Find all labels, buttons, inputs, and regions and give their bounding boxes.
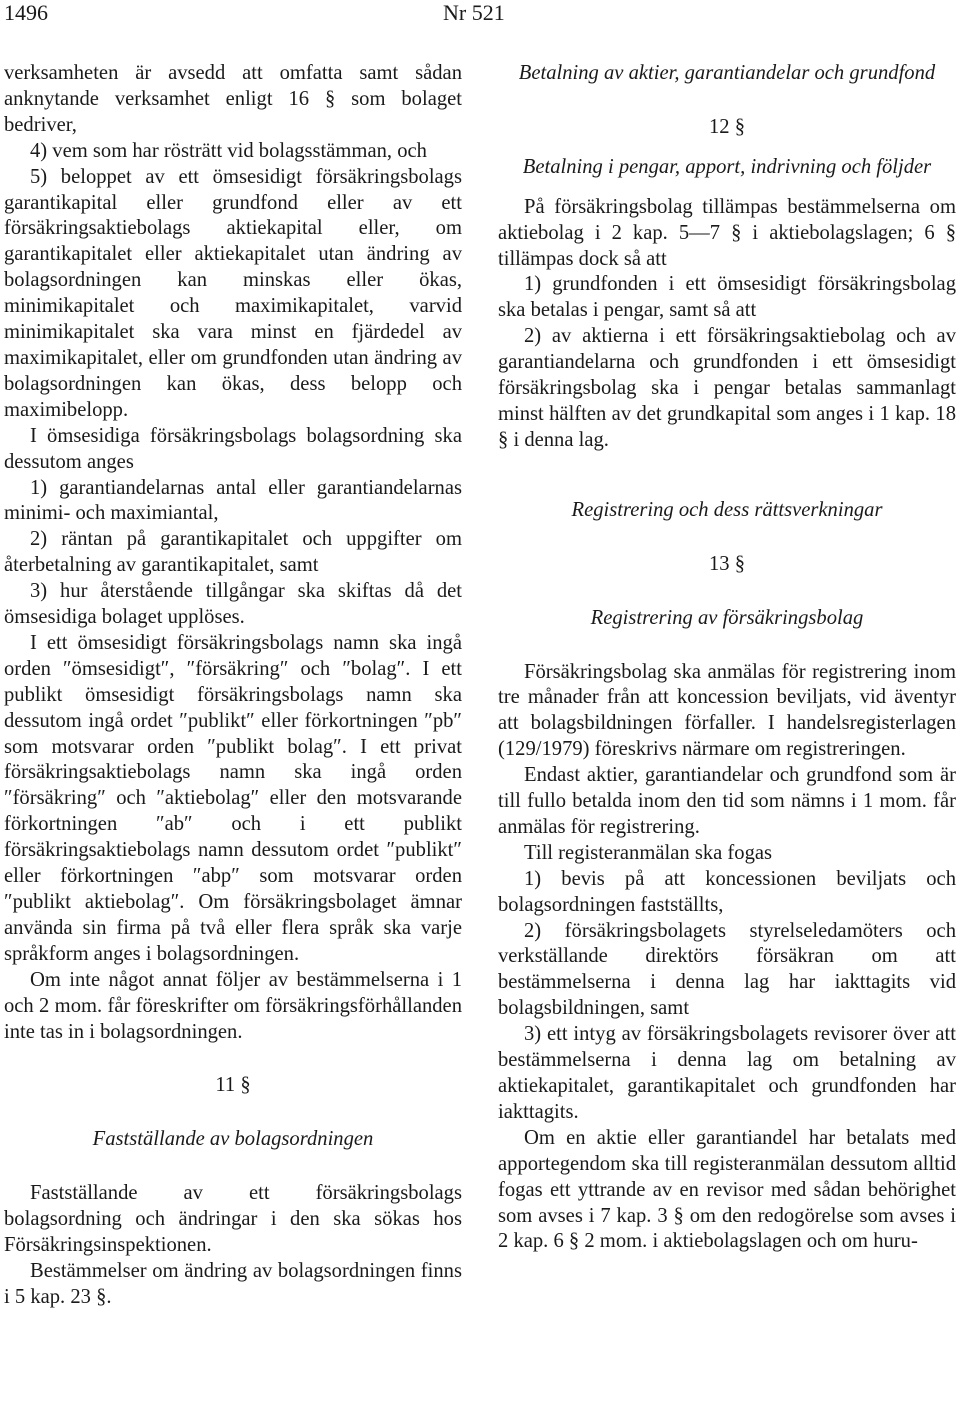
paragraph: Bestämmelser om ändring av bolagsordningen finns i 5 kap. 23 §. [4,1259,462,1308]
paragraph: Endast aktier, garantiandelar och grundfond som är till fullo betalda inom den tid som nämns i 1 mom. får anmälas för registrering. [498,764,956,838]
paragraph: Om inte något annat följer av bestämmelserna i 1 och 2 mom. får föreskrifter om försäkringsförhållanden inte tas in i bolagsordningen. [4,968,462,1043]
section-title: Fastställande av bolagsordningen [92,1128,374,1151]
list-item: 4) vem som har rösträtt vid bolagsstämman, och [30,139,427,162]
list-item: 2) försäkringsbolagets styrelseledamöters och verkställande direktörs försäkran om att bestämmelserna i denna lag har iakttagits vid bolagsbildningen, samt [498,919,956,1020]
section-number: 13 § [708,552,746,575]
paragraph: I ömsesidiga försäkringsbolags bolagsordning ska dessutom anges [4,424,462,473]
running-header [0,0,960,30]
section-title: Registrering av försäkringsbolag [590,606,864,629]
right-column [498,61,956,1255]
paragraph: Om en aktie eller garantiandel har betalats med apportegendom ska till registeranmälan dessutom alltid fogas ett yttrande av en revisor med sådan behörighet som avses i 7 kap. 3 § om den redogörelse som avses i 2 kap. 6 § 2 mom. i aktiebolagslagen och om huru- [498,1126,956,1253]
list-item: 1) bevis på att koncessionen beviljats och bolagsordningen fastställts, [498,867,956,916]
list-item: 1) grundfonden i ett ömsesidigt försäkringsbolag ska betalas i pengar, samt så att [498,273,956,322]
left-column [4,61,462,1311]
list-item: 2) av aktierna i ett försäkringsaktiebolag och av garantiandelarna och grundfonden i ett ömsesidigt försäkringsbolag ska i pengar betalas sammanlagt minst hälften av det grundkapital som anges i 1 kap. 18 § i denna lag. [498,325,956,451]
chapter-heading: Betalning av aktier, garantiandelar och grundfond [518,62,936,84]
paragraph: verksamheten är avsedd att omfatta samt sådan anknytande verksamhet enligt 16 § som bolaget bedriver, [4,62,462,136]
chapter-heading: Registrering och dess rättsverkningar [571,498,883,521]
section-number: 11 § [215,1074,251,1097]
issue-number: Nr 521 [443,0,505,25]
paragraph: Fastställande av ett försäkringsbolags bolagsordning och ändringar i den ska sökas hos Försäkringsinspektionen. [4,1182,462,1257]
list-item: 3) hur återstående tillgångar ska skiftas då det ömsesidiga bolaget upplöses. [4,580,462,629]
list-item: 2) räntan på garantikapitalet och uppgifter om återbetalning av garantikapitalet, samt [4,528,462,577]
paragraph: I ett ömsesidigt försäkringsbolags namn ska ingå orden ″ömsesidigt″, ″försäkring″ och ″bolag″. I ett publikt ömsesidigt försäkringsbolags namn ska dessutom ingå ordet ″publikt″ eller förkortningen ″pb″ som motsvarar orden ″publikt bolag″. I ett privat försäkringsaktiebolags namn ska ingå orden ″försäkring″ och ″aktiebolag″ eller den motsvarande förkortningen ″ab″ och i ett publikt försäkringsaktiebolags namn dessutom ordet ″publikt″ eller förkortningen ″abp″ som motsvarar orden ″publikt aktiebolag″. Om försäkringsbolaget ämnar använda sin firma på två eller flera språk ska varje språkform anges i bolagsordningen. [4,631,462,965]
section-title: Betalning i pengar, apport, indrivning och följder [522,155,932,178]
list-item: 5) beloppet av ett ömsesidigt försäkringsbolags garantikapital eller grundfond eller av ett försäkringsaktiebolags aktiekapital eller, om garantikapitalet eller aktiekapitalet utan ändring av bolagsordningen kan minskas eller ökas, minimikapitalet och maximikapitalet, varvid minimikapitalet ska vara minst en fjärdedel av maximikapitalet, eller om grundfonden utan ändring av bolagsordningen kan ökas, dess belopp och maximibelopp. [4,165,462,421]
section-number: 12 § [708,115,746,138]
list-item: 1) garantiandelarnas antal eller garantiandelarnas minimi- och maximiantal, [4,476,462,525]
paragraph: På försäkringsbolag tillämpas bestämmelserna om aktiebolag i 2 kap. 5—7 § i aktiebolagslagen; 6 § tillämpas dock så att [498,195,956,270]
paragraph: Försäkringsbolag ska anmälas för registrering inom tre månader från att koncession beviljats, vid äventyr att bolagsbildningen förfaller. I handelsregisterlagen (129/1979) föreskrivs närmare om registreringen. [498,660,956,761]
page-number: 1496 [4,0,48,25]
paragraph: Till registeranmälan ska fogas [524,841,773,864]
list-item: 3) ett intyg av försäkringsbolagets revisorer över att bestämmelserna i denna lag om betalning av aktiekapitalet, garantikapitalet och grundfonden har iakttagits. [498,1023,956,1123]
